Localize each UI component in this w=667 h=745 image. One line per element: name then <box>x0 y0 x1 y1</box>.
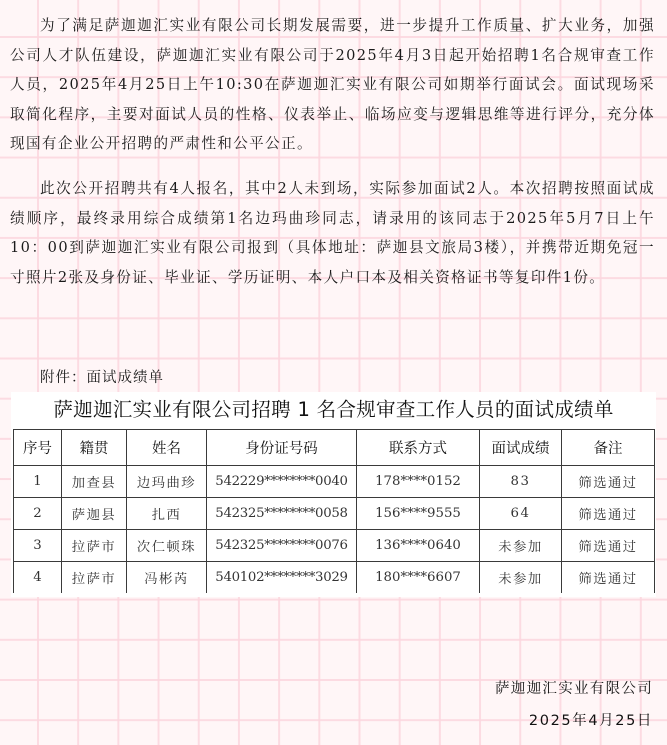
cell-id-number: 542325********0076 <box>207 530 357 562</box>
cell-contact: 156****9555 <box>357 498 480 530</box>
cell-name: 边玛曲珍 <box>127 466 207 498</box>
header-score: 面试成绩 <box>480 430 562 466</box>
cell-id-number: 542325********0058 <box>207 498 357 530</box>
table-row <box>14 562 655 594</box>
header-id-number: 身份证号码 <box>207 430 357 466</box>
cell-index: 3 <box>14 530 62 562</box>
cell-id-number: 540102********3029 <box>207 562 357 594</box>
table-row <box>14 498 655 530</box>
cell-contact: 180****6607 <box>357 562 480 594</box>
signature-date: 2025年4月25日 <box>528 713 653 729</box>
paragraph-text: 此次公开招聘共有4人报名，其中2人未到场，实际参加面试2人。本次招聘按照面试成绩顺序，最终录用综合成绩第1名边玛曲珍同志，请录用的该同志于2025年5月7日上午10：00到萨迦迦汇实业有限公司报到（具体地址：萨迦县文旅局3楼），并携带近期免冠一寸照片2张及身份证、毕业证、学历证明、本人户口本及相关资格证书等复印件1份。 <box>10 180 655 286</box>
cell-score: 83 <box>480 466 562 498</box>
cell-remarks: 筛选通过 <box>562 530 655 562</box>
body-paragraph-1 <box>10 11 655 159</box>
cell-native-place: 拉萨市 <box>62 562 127 594</box>
cell-remarks: 筛选通过 <box>562 466 655 498</box>
cell-score: 未参加 <box>480 562 562 594</box>
score-sheet-title: 萨迦迦汇实业有限公司招聘 1 名合规审查工作人员的面试成绩单 <box>53 398 614 421</box>
attachment-label: 附件：面试成绩单 <box>40 370 164 386</box>
score-table <box>13 429 655 593</box>
body-paragraph-2 <box>10 174 655 292</box>
cell-native-place: 拉萨市 <box>62 530 127 562</box>
signature-organization: 萨迦迦汇实业有限公司 <box>495 681 653 697</box>
cell-index: 2 <box>14 498 62 530</box>
cell-contact: 178****0152 <box>357 466 480 498</box>
cell-native-place: 萨迦县 <box>62 498 127 530</box>
table-header-row <box>14 430 655 466</box>
cell-name: 扎西 <box>127 498 207 530</box>
header-remarks: 备注 <box>562 430 655 466</box>
cell-index: 1 <box>14 466 62 498</box>
cell-id-number: 542229********0040 <box>207 466 357 498</box>
table-row <box>14 466 655 498</box>
cell-remarks: 筛选通过 <box>562 498 655 530</box>
cell-contact: 136****0640 <box>357 530 480 562</box>
header-native-place: 籍贯 <box>62 430 127 466</box>
score-sheet <box>11 392 656 597</box>
cell-index: 4 <box>14 562 62 594</box>
paragraph-text: 为了满足萨迦迦汇实业有限公司长期发展需要，进一步提升工作质量、扩大业务，加强公司人才队伍建设，萨迦迦汇实业有限公司于2025年4月3日起开始招聘1名合规审查工作人员，2025年4月25日上午10:30在萨迦迦汇实业有限公司如期举行面试会。面试现场采取简化程序，主要对面试人员的性格、仪表举止、临场应变与逻辑思维等进行评分，充分体现国有企业公开招聘的严肃性和公平公正。 <box>10 17 655 153</box>
cell-name: 次仁顿珠 <box>127 530 207 562</box>
header-name: 姓名 <box>127 430 207 466</box>
cell-native-place: 加查县 <box>62 466 127 498</box>
cell-remarks: 筛选通过 <box>562 562 655 594</box>
cell-name: 冯彬芮 <box>127 562 207 594</box>
header-contact: 联系方式 <box>357 430 480 466</box>
header-index: 序号 <box>14 430 62 466</box>
cell-score: 未参加 <box>480 530 562 562</box>
table-row <box>14 530 655 562</box>
cell-score: 64 <box>480 498 562 530</box>
